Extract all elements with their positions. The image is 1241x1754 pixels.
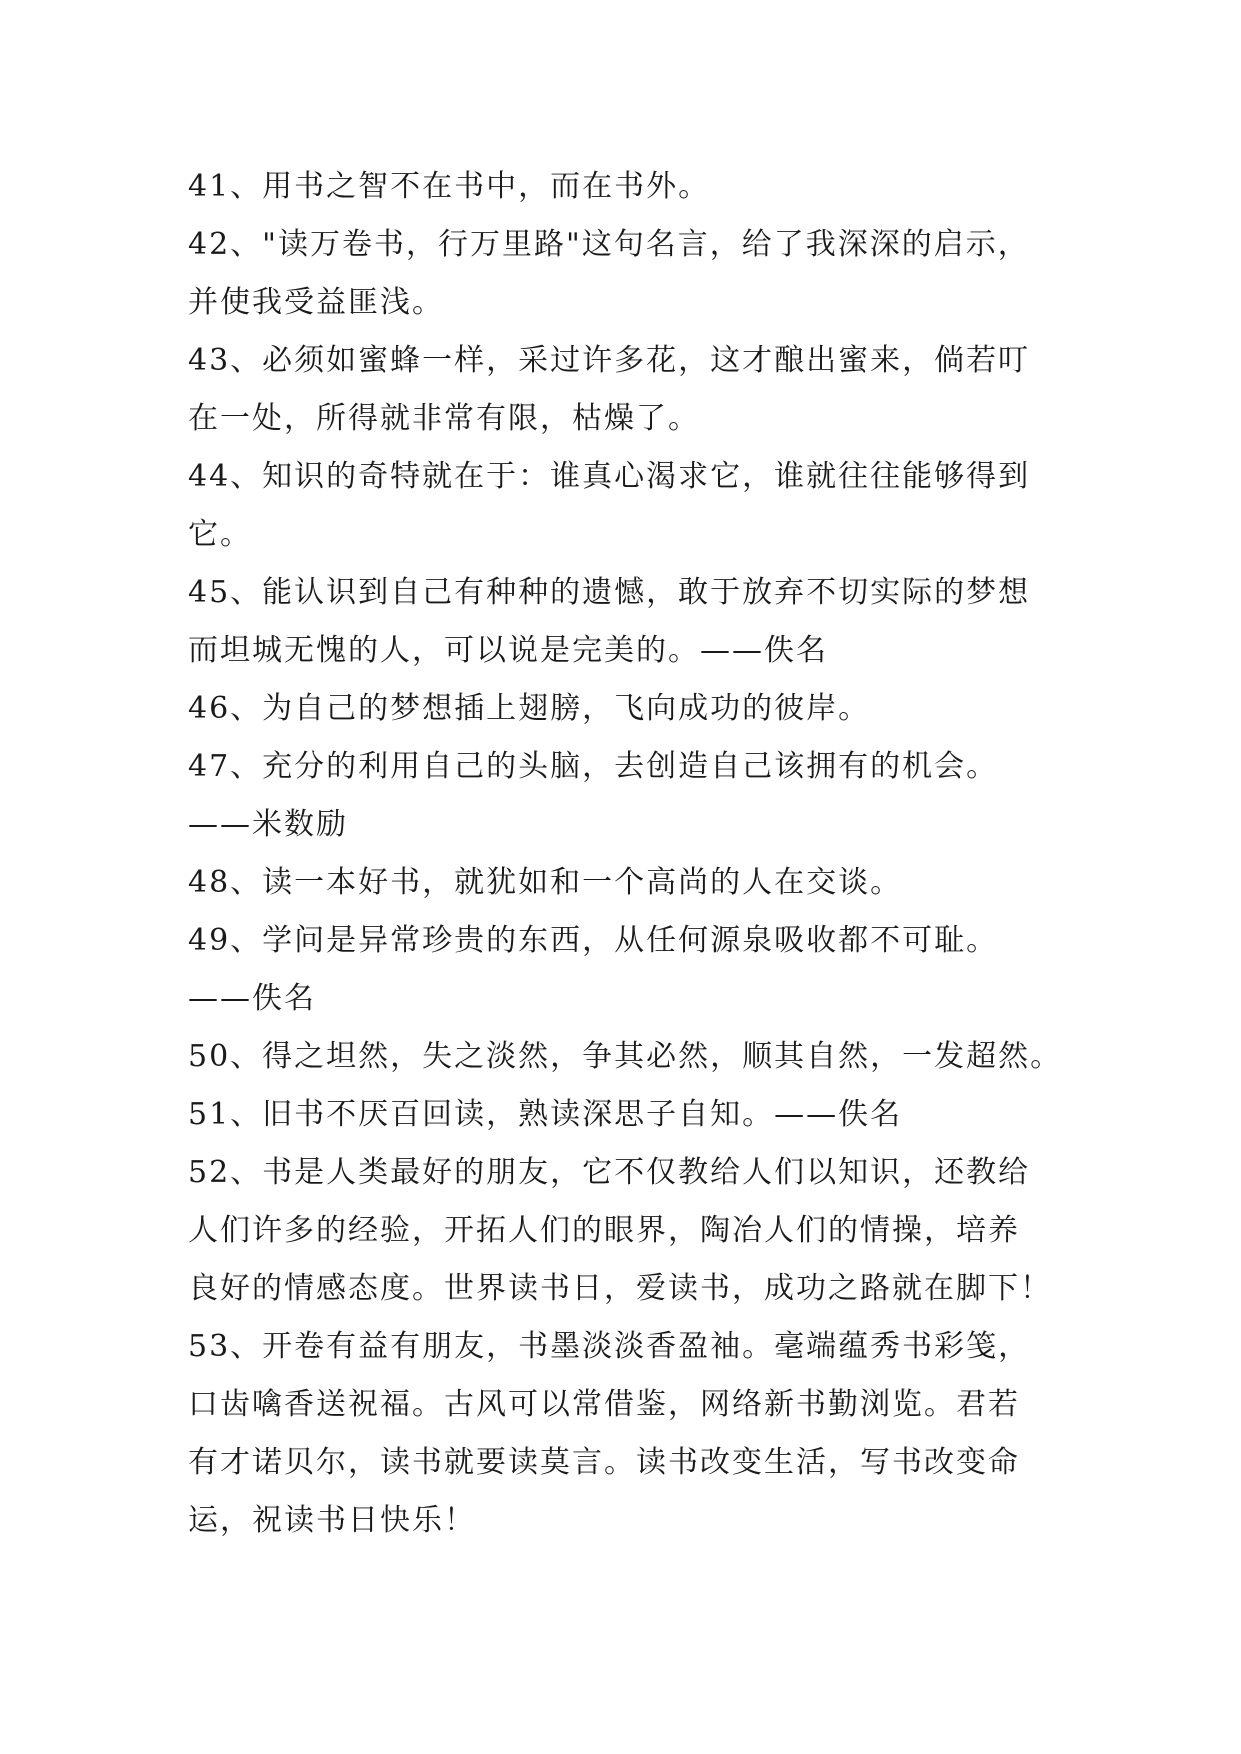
text-line: 43、必须如蜜蜂一样，采过许多花，这才酿出蜜来，倘若叮 bbox=[188, 343, 1031, 378]
text-line: ——佚名 bbox=[188, 981, 316, 1016]
text-line: 48、读一本好书，就犹如和一个高尚的人在交谈。 bbox=[188, 865, 903, 900]
text-line: ——米数励 bbox=[188, 807, 348, 842]
text-line: 并使我受益匪浅。 bbox=[188, 285, 444, 320]
text-line: 有才诺贝尔，读书就要读莫言。读书改变生活，写书改变命 bbox=[188, 1445, 1020, 1480]
text-line: 在一处，所得就非常有限，枯燥了。 bbox=[188, 401, 700, 436]
text-line: 它。 bbox=[188, 517, 252, 552]
text-line: 52、书是人类最好的朋友，它不仅教给人们以知识，还教给 bbox=[188, 1155, 1031, 1190]
text-line: 良好的情感态度。世界读书日，爱读书，成功之路就在脚下！ bbox=[188, 1271, 1052, 1306]
text-line: 49、学问是异常珍贵的东西，从任何源泉吸收都不可耻。 bbox=[188, 923, 999, 958]
text-line: 46、为自己的梦想插上翅膀，飞向成功的彼岸。 bbox=[188, 691, 871, 726]
text-line: 50、得之坦然，失之淡然，争其必然，顺其自然，一发超然。 bbox=[188, 1039, 1063, 1074]
text-line: 人们许多的经验，开拓人们的眼界，陶冶人们的情操，培养 bbox=[188, 1213, 1020, 1248]
text-line: 51、旧书不厌百回读，熟读深思子自知。——佚名 bbox=[188, 1097, 903, 1132]
text-line: 口齿噙香送祝福。古风可以常借鉴，网络新书勤浏览。君若 bbox=[188, 1387, 1020, 1422]
text-line: 而坦城无愧的人，可以说是完美的。——佚名 bbox=[188, 633, 828, 668]
text-line: 运，祝读书日快乐！ bbox=[188, 1503, 476, 1538]
text-line: 44、知识的奇特就在于：谁真心渴求它，谁就往往能够得到 bbox=[188, 459, 1031, 494]
document-body bbox=[188, 158, 1068, 1550]
text-line: 45、能认识到自己有种种的遗憾，敢于放弃不切实际的梦想 bbox=[188, 575, 1031, 610]
text-line: 53、开卷有益有朋友，书墨淡淡香盈袖。毫端蕴秀书彩笺， bbox=[188, 1329, 1031, 1364]
text-line: 42、"读万卷书，行万里路"这句名言，给了我深深的启示， bbox=[188, 227, 1030, 262]
text-line: 47、充分的利用自己的头脑，去创造自己该拥有的机会。 bbox=[188, 749, 999, 784]
text-line: 41、用书之智不在书中，而在书外。 bbox=[188, 169, 711, 204]
